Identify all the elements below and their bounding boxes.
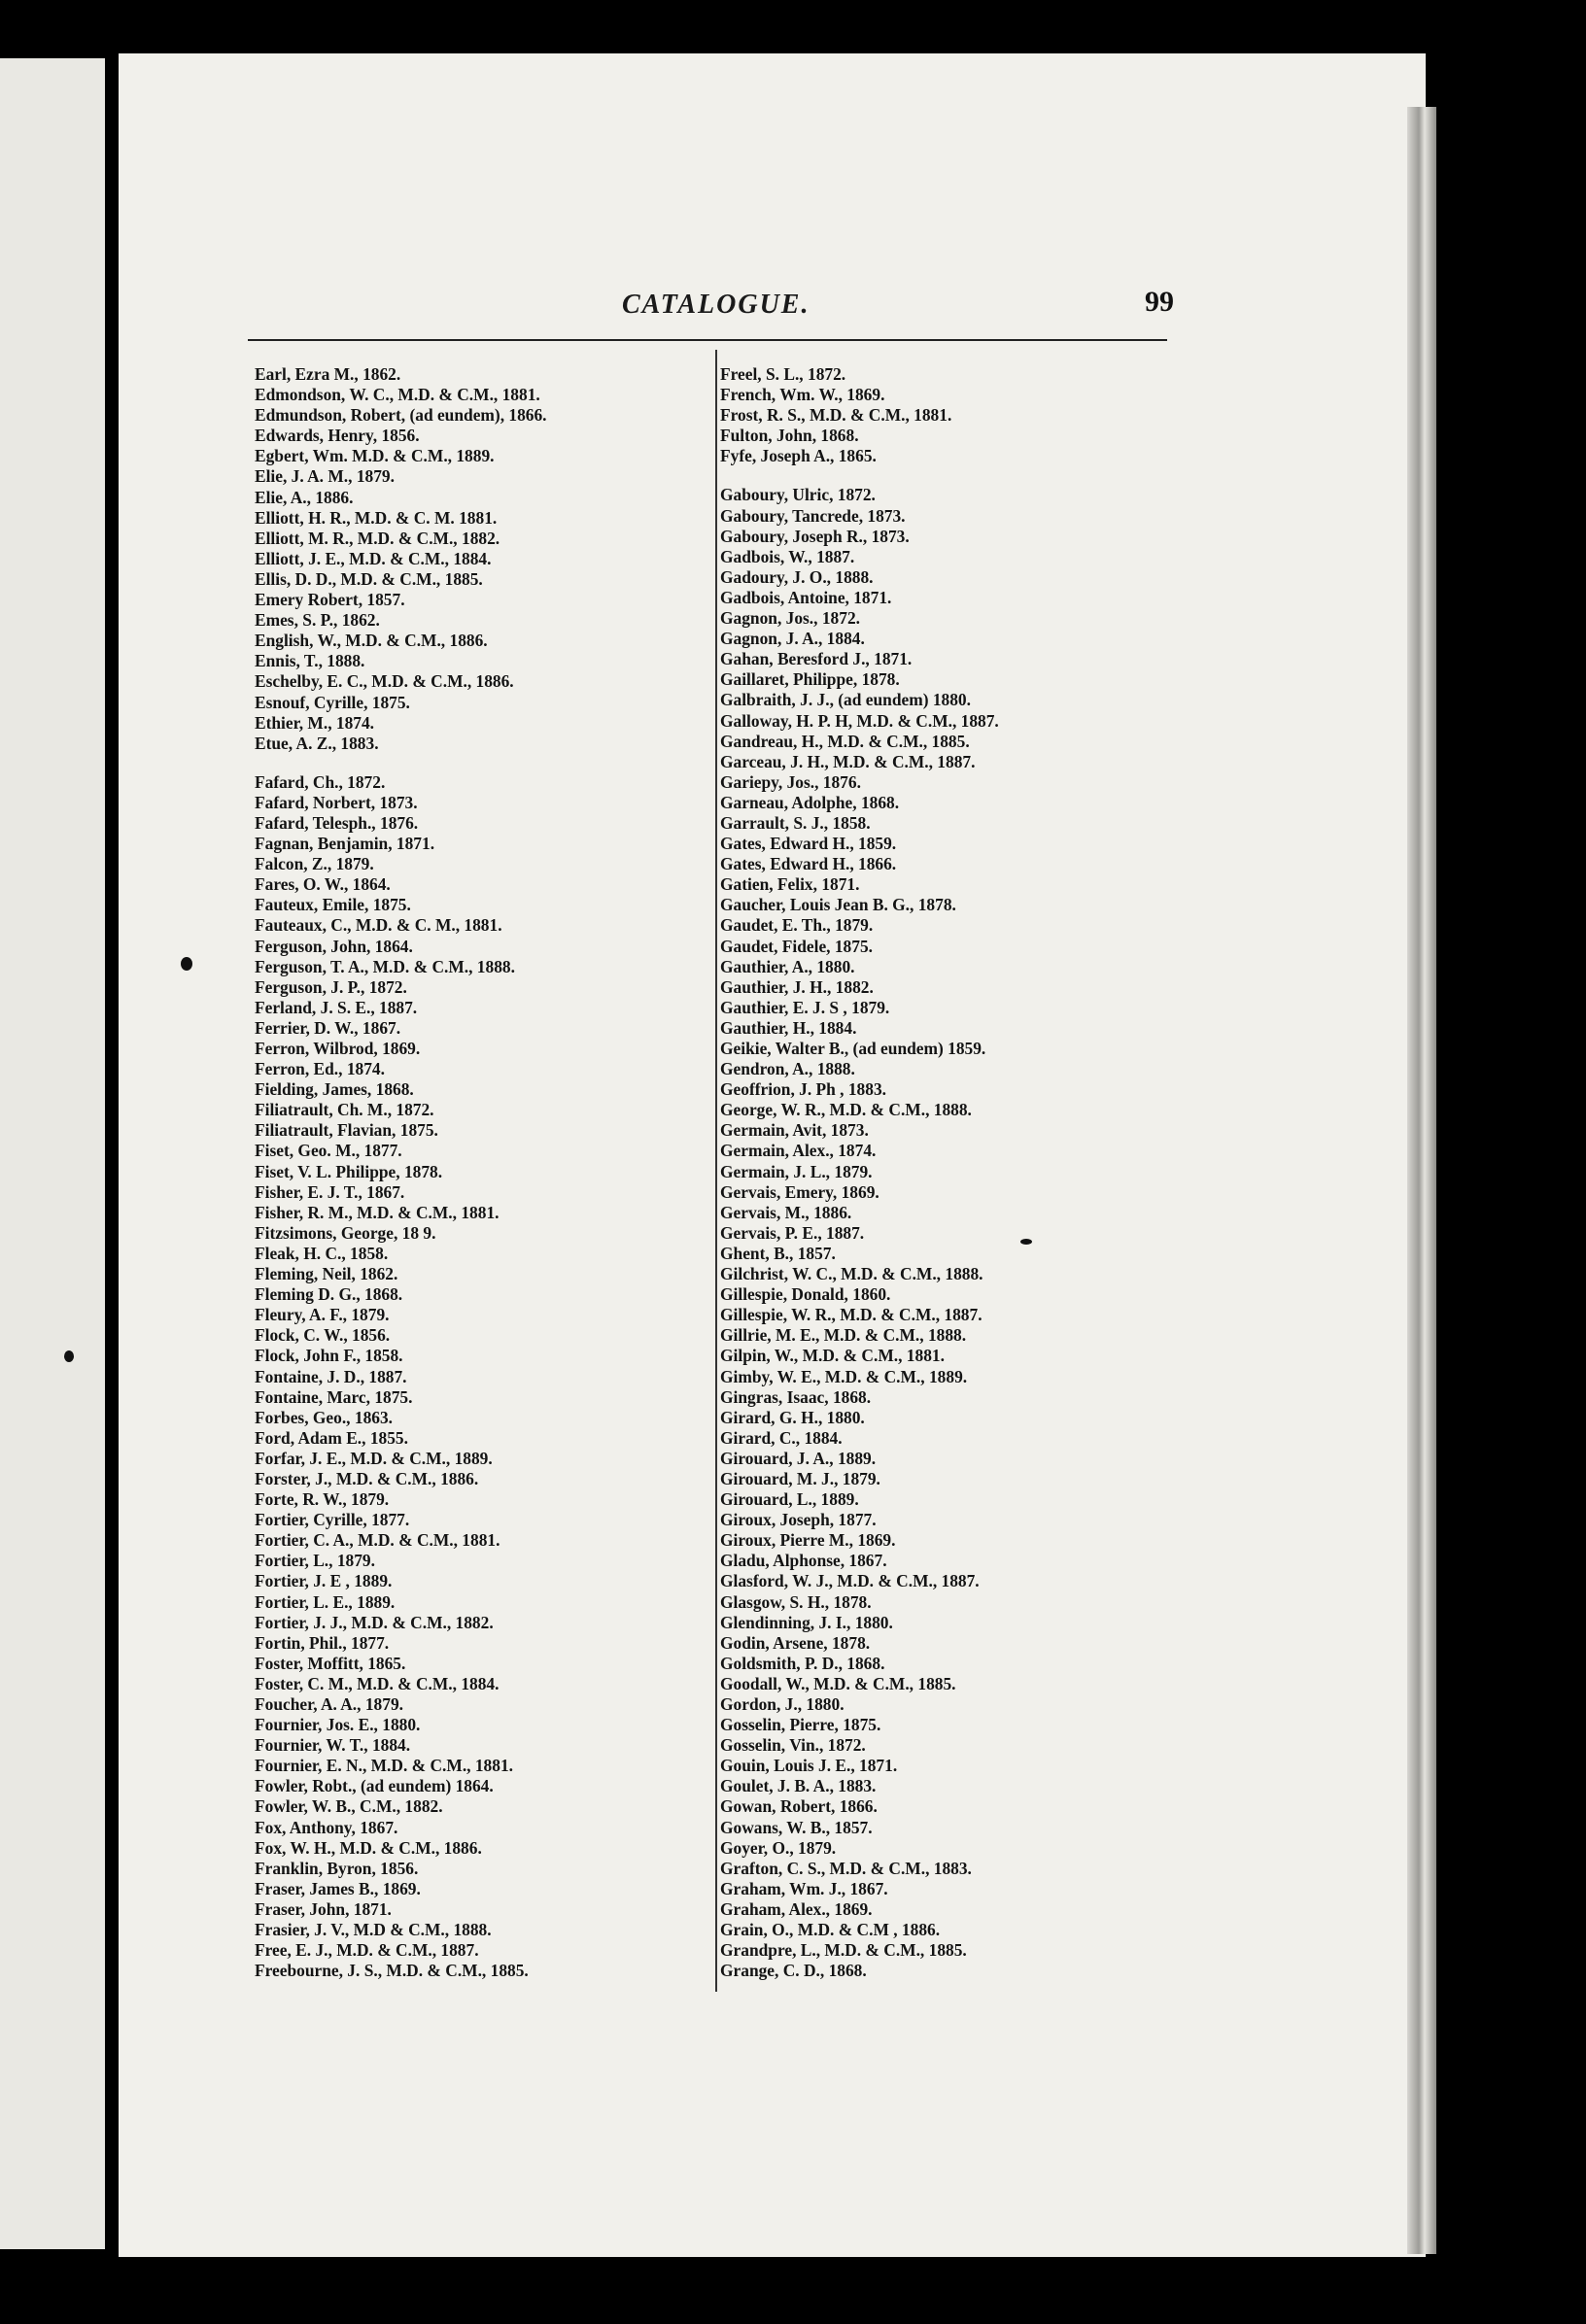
catalogue-entry: Giroux, Pierre M., 1869. — [720, 1530, 896, 1551]
catalogue-entry: Gauthier, E. J. S , 1879. — [720, 997, 890, 1017]
catalogue-entry: Forfar, J. E., M.D. & C.M., 1889. — [255, 1448, 493, 1468]
catalogue-entry: Godin, Arsene, 1878. — [720, 1632, 871, 1653]
catalogue-entry: Girouard, J. A., 1889. — [720, 1448, 877, 1468]
catalogue-entry: Foucher, A. A., 1879. — [255, 1694, 403, 1714]
catalogue-entry: Fisher, E. J. T., 1867. — [255, 1181, 405, 1202]
catalogue-entry: Gervais, P. E., 1887. — [720, 1222, 865, 1243]
catalogue-entry: Filiatrault, Ch. M., 1872. — [255, 1100, 434, 1120]
catalogue-entry: Geikie, Walter B., (ad eundem) 1859. — [720, 1039, 986, 1058]
catalogue-entry: Germain, Avit, 1873. — [720, 1120, 869, 1141]
catalogue-entry: Gaboury, Joseph R., 1873. — [720, 526, 910, 546]
catalogue-entry: Eschelby, E. C., M.D. & C.M., 1886. — [255, 671, 514, 692]
catalogue-entry: Fielding, James, 1868. — [255, 1079, 414, 1100]
catalogue-entry: Goldsmith, P. D., 1868. — [720, 1653, 885, 1673]
catalogue-entry: Fontaine, J. D., 1887. — [255, 1366, 407, 1386]
catalogue-entry: Gauthier, H., 1884. — [720, 1017, 857, 1038]
catalogue-entry: Fleming D. G., 1868. — [255, 1284, 403, 1305]
catalogue-entry: Gaboury, Ulric, 1872. — [720, 485, 876, 505]
catalogue-entry: Girouard, M. J., 1879. — [720, 1468, 880, 1488]
facing-page-edge — [0, 58, 105, 2249]
catalogue-entry: Girard, C., 1884. — [720, 1427, 843, 1448]
catalogue-entry: Glasgow, S. H., 1878. — [720, 1591, 872, 1612]
catalogue-entry: Gosselin, Pierre, 1875. — [720, 1715, 881, 1735]
catalogue-entry: Gouin, Louis J. E., 1871. — [720, 1756, 898, 1776]
catalogue-entry: Gendron, A., 1888. — [720, 1059, 855, 1079]
catalogue-entry: Gariepy, Jos., 1876. — [720, 771, 861, 792]
catalogue-entry: Fortier, C. A., M.D. & C.M., 1881. — [255, 1530, 500, 1551]
catalogue-entry: Freebourne, J. S., M.D. & C.M., 1885. — [255, 1961, 529, 1981]
catalogue-entry: Ferguson, John, 1864. — [255, 936, 413, 956]
catalogue-entry: Ferland, J. S. E., 1887. — [255, 997, 418, 1017]
catalogue-entry: Galbraith, J. J., (ad eundem) 1880. — [720, 690, 971, 710]
catalogue-entry: Gagnon, J. A., 1884. — [720, 629, 865, 649]
catalogue-entry: Fournier, E. N., M.D. & C.M., 1881. — [255, 1756, 513, 1776]
catalogue-entry: Frost, R. S., M.D. & C.M., 1881. — [720, 405, 952, 426]
catalogue-entry: Gowan, Robert, 1866. — [720, 1796, 878, 1817]
catalogue-entry: Etue, A. Z., 1883. — [255, 733, 379, 753]
catalogue-entry: Forster, J., M.D. & C.M., 1886. — [255, 1468, 479, 1488]
catalogue-entry: Edwards, Henry, 1856. — [255, 426, 420, 446]
catalogue-entry: Gervais, Emery, 1869. — [720, 1181, 879, 1202]
ink-speck — [181, 957, 192, 971]
ink-speck — [64, 1350, 74, 1362]
page-number: 99 — [1145, 286, 1174, 318]
catalogue-entry: Girard, G. H., 1880. — [720, 1407, 865, 1427]
catalogue-entry: Fortier, Cyrille, 1877. — [255, 1510, 410, 1530]
catalogue-entry: Gandreau, H., M.D. & C.M., 1885. — [720, 731, 970, 751]
catalogue-entry: Forbes, Geo., 1863. — [255, 1407, 394, 1427]
catalogue-entry: Gordon, J., 1880. — [720, 1694, 845, 1714]
catalogue-entry: Elliott, M. R., M.D. & C.M., 1882. — [255, 528, 500, 548]
catalogue-entry: Fitzsimons, George, 18 9. — [255, 1222, 436, 1243]
catalogue-entry: Gervais, M., 1886. — [720, 1202, 852, 1222]
catalogue-entry: Gadbois, W., 1887. — [720, 546, 855, 566]
catalogue-entry: Gaillaret, Philippe, 1878. — [720, 669, 900, 690]
catalogue-entry: Frasier, J. V., M.D & C.M., 1888. — [255, 1920, 492, 1940]
catalogue-entry: Elliott, J. E., M.D. & C.M., 1884. — [255, 548, 492, 568]
catalogue-entry: Falcon, Z., 1879. — [255, 854, 374, 874]
catalogue-entry: Fowler, W. B., C.M., 1882. — [255, 1796, 443, 1817]
catalogue-entry: Gaudet, E. Th., 1879. — [720, 915, 874, 936]
catalogue-entry: Goyer, O., 1879. — [720, 1837, 837, 1858]
catalogue-entry: Gillespie, W. R., M.D. & C.M., 1887. — [720, 1305, 983, 1325]
catalogue-entry: Ghent, B., 1857. — [720, 1243, 836, 1263]
catalogue-entry: Fafard, Norbert, 1873. — [255, 792, 418, 812]
catalogue-entry: Garneau, Adolphe, 1868. — [720, 792, 900, 812]
catalogue-entry: Fleak, H. C., 1858. — [255, 1243, 389, 1263]
catalogue-entry: Graham, Wm. J., 1867. — [720, 1878, 888, 1898]
catalogue-entry: Fiset, V. L. Philippe, 1878. — [255, 1161, 443, 1181]
catalogue-entry: Germain, J. L., 1879. — [720, 1161, 873, 1181]
catalogue-entry: Ferrier, D. W., 1867. — [255, 1017, 401, 1038]
catalogue-entry: Fortier, J. J., M.D. & C.M., 1882. — [255, 1612, 494, 1632]
catalogue-entry: Ferron, Wilbrod, 1869. — [255, 1039, 421, 1058]
catalogue-entry: Grafton, C. S., M.D. & C.M., 1883. — [720, 1858, 972, 1878]
catalogue-entry: Foster, Moffitt, 1865. — [255, 1653, 406, 1673]
catalogue-entry: Graham, Alex., 1869. — [720, 1898, 873, 1919]
catalogue-entry: Elie, A., 1886. — [255, 487, 354, 507]
catalogue-entry: Geoffrion, J. Ph , 1883. — [720, 1079, 886, 1100]
catalogue-entry: Fleming, Neil, 1862. — [255, 1264, 398, 1284]
catalogue-entry: Girouard, L., 1889. — [720, 1489, 859, 1510]
catalogue-entry: Forte, R. W., 1879. — [255, 1489, 390, 1510]
catalogue-entry: Franklin, Byron, 1856. — [255, 1858, 419, 1878]
catalogue-entry: Fleury, A. F., 1879. — [255, 1305, 390, 1325]
catalogue-entry: Gagnon, Jos., 1872. — [720, 608, 860, 629]
catalogue-entry: Fontaine, Marc, 1875. — [255, 1386, 413, 1407]
catalogue-entry: Fulton, John, 1868. — [720, 426, 859, 446]
catalogue-entry: Edmundson, Robert, (ad eundem), 1866. — [255, 405, 547, 426]
catalogue-entry: Ferguson, T. A., M.D. & C.M., 1888. — [255, 956, 515, 976]
catalogue-entry: Gaboury, Tancrede, 1873. — [720, 505, 906, 526]
catalogue-entry: Emery Robert, 1857. — [255, 590, 405, 610]
catalogue-entry: Glasford, W. J., M.D. & C.M., 1887. — [720, 1571, 980, 1591]
catalogue-entry: Germain, Alex., 1874. — [720, 1141, 877, 1161]
catalogue-entry: Fortin, Phil., 1877. — [255, 1632, 390, 1653]
catalogue-entry: Egbert, Wm. M.D. & C.M., 1889. — [255, 446, 495, 466]
catalogue-entry: Emes, S. P., 1862. — [255, 610, 380, 631]
catalogue-entry: Ferron, Ed., 1874. — [255, 1059, 385, 1079]
catalogue-entry: Grandpre, L., M.D. & C.M., 1885. — [720, 1940, 967, 1961]
catalogue-entry: Ferguson, J. P., 1872. — [255, 976, 407, 997]
catalogue-entry: Garrault, S. J., 1858. — [720, 812, 871, 833]
catalogue-entry: Gaudet, Fidele, 1875. — [720, 936, 873, 956]
catalogue-entry: Gilpin, W., M.D. & C.M., 1881. — [720, 1346, 945, 1366]
catalogue-entry: Fortier, L. E., 1889. — [255, 1591, 396, 1612]
catalogue-entry: Gimby, W. E., M.D. & C.M., 1889. — [720, 1366, 968, 1386]
catalogue-entry: Gauthier, A., 1880. — [720, 956, 855, 976]
catalogue-entry: French, Wm. W., 1869. — [720, 385, 885, 405]
right-column — [720, 364, 1177, 1981]
catalogue-entry: Fournier, W. T., 1884. — [255, 1735, 411, 1756]
catalogue-entry: Grain, O., M.D. & C.M , 1886. — [720, 1920, 941, 1940]
catalogue-entry: Fisher, R. M., M.D. & C.M., 1881. — [255, 1202, 500, 1222]
catalogue-entry: Fagnan, Benjamin, 1871. — [255, 834, 435, 854]
catalogue-entry: Gahan, Beresford J., 1871. — [720, 649, 913, 669]
catalogue-entry: Ethier, M., 1874. — [255, 712, 375, 733]
catalogue-entry: Fafard, Ch., 1872. — [255, 771, 386, 792]
catalogue-entry: Fyfe, Joseph A., 1865. — [720, 446, 877, 466]
catalogue-entry: Fafard, Telesph., 1876. — [255, 812, 419, 833]
catalogue-entry: Fortier, L., 1879. — [255, 1551, 375, 1571]
catalogue-entry: Elie, J. A. M., 1879. — [255, 466, 395, 487]
ink-speck — [1020, 1239, 1032, 1245]
catalogue-entry: Foster, C. M., M.D. & C.M., 1884. — [255, 1673, 500, 1693]
catalogue-entry: Gillespie, Donald, 1860. — [720, 1284, 891, 1305]
catalogue-entry: Gillrie, M. E., M.D. & C.M., 1888. — [720, 1325, 967, 1346]
catalogue-entry: Free, E. J., M.D. & C.M., 1887. — [255, 1940, 479, 1961]
catalogue-entry: Gowans, W. B., 1857. — [720, 1817, 873, 1837]
header-rule — [248, 339, 1167, 341]
catalogue-entry: Edmondson, W. C., M.D. & C.M., 1881. — [255, 385, 540, 405]
catalogue-entry: Garceau, J. H., M.D. & C.M., 1887. — [720, 751, 976, 771]
left-column — [255, 364, 711, 1981]
catalogue-entry: Gadoury, J. O., 1888. — [720, 566, 874, 587]
catalogue-entry: Gates, Edward H., 1866. — [720, 854, 897, 874]
catalogue-entry: Fowler, Robt., (ad eundem) 1864. — [255, 1776, 494, 1796]
catalogue-entry: Giroux, Joseph, 1877. — [720, 1510, 877, 1530]
catalogue-entry: Fox, W. H., M.D. & C.M., 1886. — [255, 1837, 482, 1858]
catalogue-entry: Gates, Edward H., 1859. — [720, 834, 897, 854]
catalogue-entry: Elliott, H. R., M.D. & C. M. 1881. — [255, 507, 498, 528]
catalogue-entry: Fraser, John, 1871. — [255, 1898, 392, 1919]
catalogue-entry: George, W. R., M.D. & C.M., 1888. — [720, 1100, 972, 1120]
catalogue-entry: Ford, Adam E., 1855. — [255, 1427, 408, 1448]
page-header — [622, 286, 1174, 328]
catalogue-entry: Grange, C. D., 1868. — [720, 1961, 867, 1981]
catalogue-entry: Fraser, James B., 1869. — [255, 1878, 421, 1898]
catalogue-entry: Freel, S. L., 1872. — [720, 364, 846, 384]
catalogue-entry: Fortier, J. E , 1889. — [255, 1571, 393, 1591]
catalogue-entry: English, W., M.D. & C.M., 1886. — [255, 631, 488, 651]
catalogue-entry: Gadbois, Antoine, 1871. — [720, 587, 892, 607]
catalogue-entry: Fauteaux, C., M.D. & C. M., 1881. — [255, 915, 502, 936]
catalogue-entry: Goulet, J. B. A., 1883. — [720, 1776, 877, 1796]
catalogue-entry: Filiatrault, Flavian, 1875. — [255, 1120, 438, 1141]
catalogue-entry: Fares, O. W., 1864. — [255, 874, 391, 895]
catalogue-entry: Glendinning, J. I., 1880. — [720, 1612, 893, 1632]
catalogue-entry: Esnouf, Cyrille, 1875. — [255, 692, 410, 712]
catalogue-entry: Gilchrist, W. C., M.D. & C.M., 1888. — [720, 1264, 983, 1284]
running-head: CATALOGUE. — [622, 290, 810, 320]
catalogue-entry: Goodall, W., M.D. & C.M., 1885. — [720, 1673, 956, 1693]
column-divider — [715, 350, 717, 1992]
page-stack-edge — [1407, 107, 1436, 2254]
catalogue-entry: Ellis, D. D., M.D. & C.M., 1885. — [255, 568, 483, 589]
catalogue-entry: Gaucher, Louis Jean B. G., 1878. — [720, 895, 956, 915]
catalogue-entry: Gladu, Alphonse, 1867. — [720, 1551, 887, 1571]
catalogue-entry: Ennis, T., 1888. — [255, 651, 365, 671]
catalogue-entry: Fox, Anthony, 1867. — [255, 1817, 398, 1837]
catalogue-entry: Earl, Ezra M., 1862. — [255, 364, 401, 384]
catalogue-entry: Flock, C. W., 1856. — [255, 1325, 391, 1346]
catalogue-entry: Flock, John F., 1858. — [255, 1346, 403, 1366]
catalogue-entry: Gosselin, Vin., 1872. — [720, 1735, 866, 1756]
catalogue-entry: Galloway, H. P. H, M.D. & C.M., 1887. — [720, 710, 999, 731]
catalogue-entry: Gatien, Felix, 1871. — [720, 874, 860, 895]
catalogue-entry: Gauthier, J. H., 1882. — [720, 976, 874, 997]
catalogue-entry: Gingras, Isaac, 1868. — [720, 1386, 872, 1407]
catalogue-entry: Fiset, Geo. M., 1877. — [255, 1141, 402, 1161]
catalogue-entry: Fauteux, Emile, 1875. — [255, 895, 411, 915]
catalogue-entry: Fournier, Jos. E., 1880. — [255, 1715, 421, 1735]
